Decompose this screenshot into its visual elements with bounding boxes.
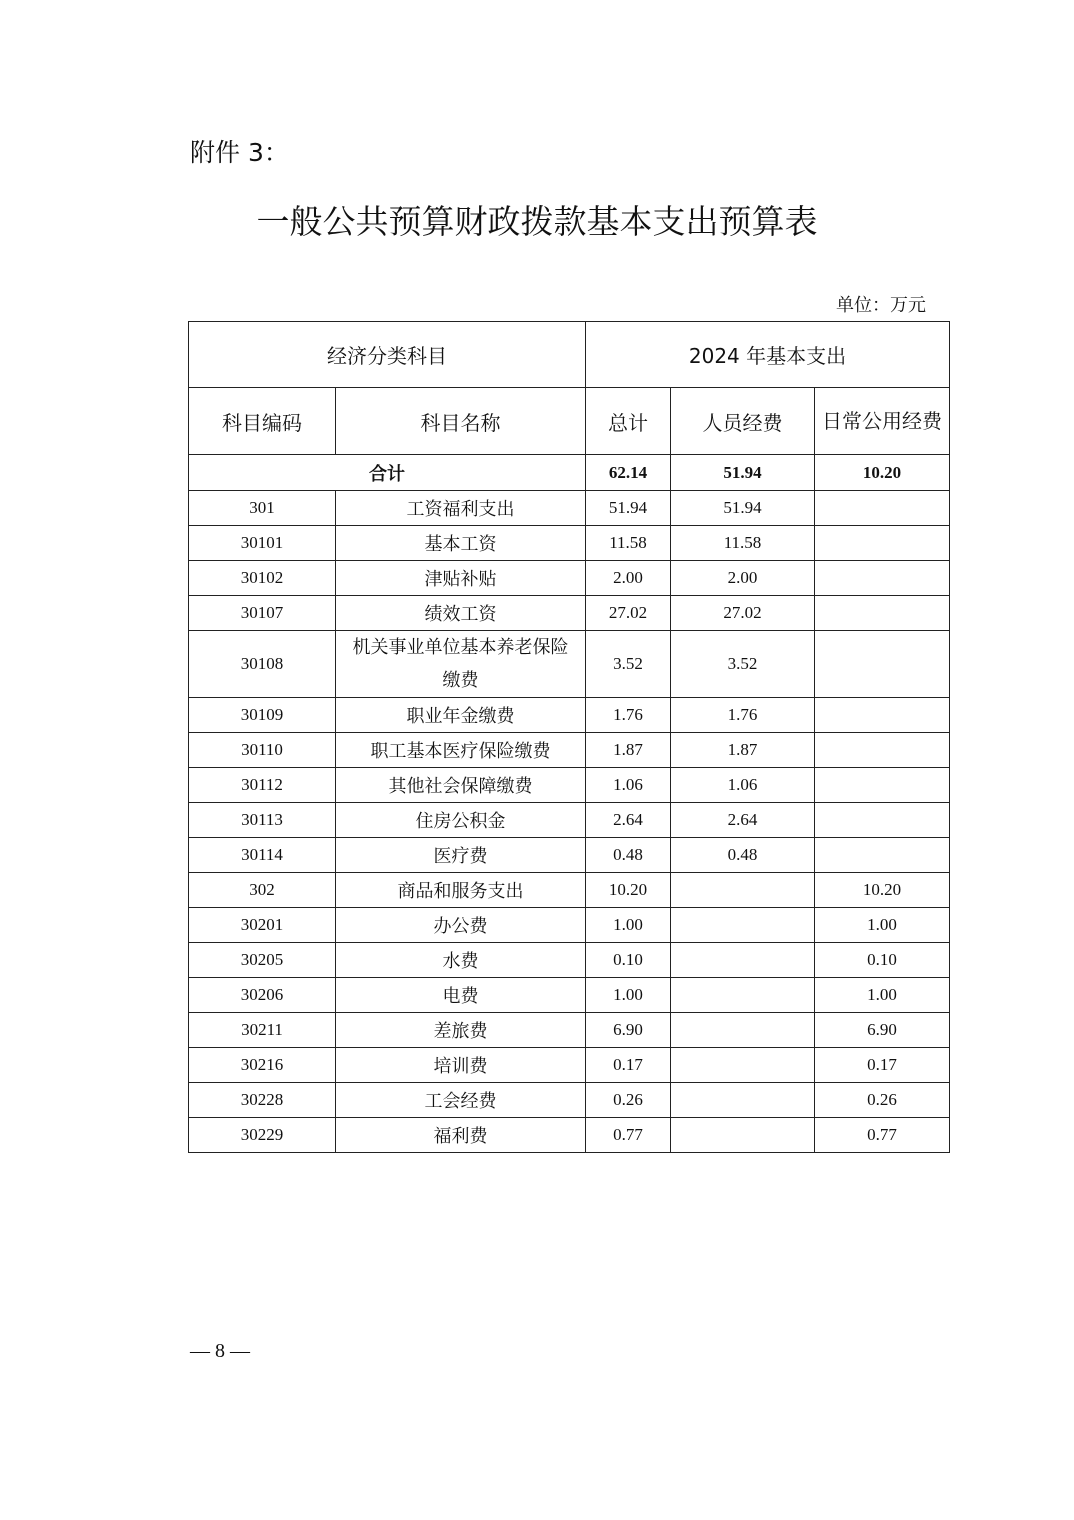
row-code: 30109 xyxy=(189,698,336,733)
row-public xyxy=(815,561,950,596)
row-total: 1.87 xyxy=(586,733,671,768)
row-public xyxy=(815,596,950,631)
row-personnel xyxy=(671,1013,815,1048)
row-code: 302 xyxy=(189,873,336,908)
row-name: 商品和服务支出 xyxy=(336,873,586,908)
table-row xyxy=(189,1118,950,1153)
budget-table xyxy=(188,321,950,1153)
table-row xyxy=(189,908,950,943)
row-personnel: 0.48 xyxy=(671,838,815,873)
table-row xyxy=(189,1083,950,1118)
row-code: 30211 xyxy=(189,1013,336,1048)
total-public: 10.20 xyxy=(815,455,950,491)
row-public xyxy=(815,491,950,526)
row-total: 51.94 xyxy=(586,491,671,526)
header-group-left: 经济分类科目 xyxy=(189,322,586,388)
row-public xyxy=(815,768,950,803)
attachment-label: 附件 3： xyxy=(190,138,289,167)
row-personnel: 11.58 xyxy=(671,526,815,561)
row-public xyxy=(815,733,950,768)
row-total: 1.06 xyxy=(586,768,671,803)
header-public: 日常公用经费 xyxy=(815,388,950,455)
table-row xyxy=(189,838,950,873)
row-total: 6.90 xyxy=(586,1013,671,1048)
row-public: 1.00 xyxy=(815,908,950,943)
row-name: 差旅费 xyxy=(336,1013,586,1048)
row-name: 工资福利支出 xyxy=(336,491,586,526)
row-code: 30112 xyxy=(189,768,336,803)
row-code: 30101 xyxy=(189,526,336,561)
row-name: 电费 xyxy=(336,978,586,1013)
row-personnel: 3.52 xyxy=(671,631,815,698)
total-total: 62.14 xyxy=(586,455,671,491)
row-code: 30229 xyxy=(189,1118,336,1153)
row-total: 27.02 xyxy=(586,596,671,631)
row-name: 其他社会保障缴费 xyxy=(336,768,586,803)
row-name: 办公费 xyxy=(336,908,586,943)
row-total: 0.26 xyxy=(586,1083,671,1118)
table-row xyxy=(189,698,950,733)
row-name: 水费 xyxy=(336,943,586,978)
row-code: 301 xyxy=(189,491,336,526)
header-group-right: 2024 年基本支出 xyxy=(586,322,950,388)
row-code: 30206 xyxy=(189,978,336,1013)
header-personnel: 人员经费 xyxy=(671,388,815,455)
row-name: 职工基本医疗保险缴费 xyxy=(336,733,586,768)
row-name: 机关事业单位基本养老保险缴费 xyxy=(336,631,586,698)
row-total: 10.20 xyxy=(586,873,671,908)
row-name: 基本工资 xyxy=(336,526,586,561)
row-total: 0.17 xyxy=(586,1048,671,1083)
table-row xyxy=(189,1048,950,1083)
total-personnel: 51.94 xyxy=(671,455,815,491)
row-total: 2.00 xyxy=(586,561,671,596)
table-row xyxy=(189,733,950,768)
row-total: 1.76 xyxy=(586,698,671,733)
row-code: 30201 xyxy=(189,908,336,943)
row-total: 3.52 xyxy=(586,631,671,698)
row-code: 30108 xyxy=(189,631,336,698)
row-public xyxy=(815,803,950,838)
header-group-row xyxy=(189,322,950,388)
row-public xyxy=(815,526,950,561)
row-personnel: 51.94 xyxy=(671,491,815,526)
row-public: 0.17 xyxy=(815,1048,950,1083)
page-number: — 8 — xyxy=(190,1340,250,1362)
row-name: 住房公积金 xyxy=(336,803,586,838)
row-total: 2.64 xyxy=(586,803,671,838)
row-personnel xyxy=(671,943,815,978)
row-personnel xyxy=(671,1048,815,1083)
row-public xyxy=(815,838,950,873)
unit-label: 单位：万元 xyxy=(836,295,926,316)
row-personnel xyxy=(671,873,815,908)
row-total: 0.77 xyxy=(586,1118,671,1153)
row-name: 医疗费 xyxy=(336,838,586,873)
table-row xyxy=(189,1013,950,1048)
row-code: 30205 xyxy=(189,943,336,978)
row-public: 10.20 xyxy=(815,873,950,908)
row-public xyxy=(815,698,950,733)
table-row xyxy=(189,491,950,526)
table-row xyxy=(189,873,950,908)
row-total: 1.00 xyxy=(586,908,671,943)
row-code: 30113 xyxy=(189,803,336,838)
table-row xyxy=(189,631,950,698)
row-name: 福利费 xyxy=(336,1118,586,1153)
row-name: 津贴补贴 xyxy=(336,561,586,596)
row-public: 0.26 xyxy=(815,1083,950,1118)
row-personnel: 27.02 xyxy=(671,596,815,631)
header-total: 总计 xyxy=(586,388,671,455)
row-code: 30110 xyxy=(189,733,336,768)
row-code: 30114 xyxy=(189,838,336,873)
row-personnel xyxy=(671,908,815,943)
row-code: 30102 xyxy=(189,561,336,596)
row-public: 1.00 xyxy=(815,978,950,1013)
table-row xyxy=(189,978,950,1013)
row-code: 30216 xyxy=(189,1048,336,1083)
table-row xyxy=(189,561,950,596)
row-personnel xyxy=(671,1118,815,1153)
header-column-row xyxy=(189,388,950,455)
table-row xyxy=(189,803,950,838)
table-row xyxy=(189,943,950,978)
row-name: 培训费 xyxy=(336,1048,586,1083)
row-public: 0.77 xyxy=(815,1118,950,1153)
row-personnel: 1.06 xyxy=(671,768,815,803)
page-title: 一般公共预算财政拨款基本支出预算表 xyxy=(256,202,818,241)
total-label: 合计 xyxy=(189,455,586,491)
row-personnel: 1.87 xyxy=(671,733,815,768)
row-name: 职业年金缴费 xyxy=(336,698,586,733)
table-row xyxy=(189,768,950,803)
row-personnel: 2.64 xyxy=(671,803,815,838)
row-personnel xyxy=(671,978,815,1013)
row-personnel: 1.76 xyxy=(671,698,815,733)
total-row xyxy=(189,455,950,491)
row-name: 工会经费 xyxy=(336,1083,586,1118)
row-public: 0.10 xyxy=(815,943,950,978)
row-total: 0.10 xyxy=(586,943,671,978)
row-personnel: 2.00 xyxy=(671,561,815,596)
row-code: 30107 xyxy=(189,596,336,631)
row-public xyxy=(815,631,950,698)
row-public: 6.90 xyxy=(815,1013,950,1048)
row-total: 0.48 xyxy=(586,838,671,873)
row-code: 30228 xyxy=(189,1083,336,1118)
row-total: 1.00 xyxy=(586,978,671,1013)
row-name: 绩效工资 xyxy=(336,596,586,631)
table-row xyxy=(189,596,950,631)
header-name: 科目名称 xyxy=(336,388,586,455)
row-personnel xyxy=(671,1083,815,1118)
header-code: 科目编码 xyxy=(189,388,336,455)
table-row xyxy=(189,526,950,561)
row-total: 11.58 xyxy=(586,526,671,561)
